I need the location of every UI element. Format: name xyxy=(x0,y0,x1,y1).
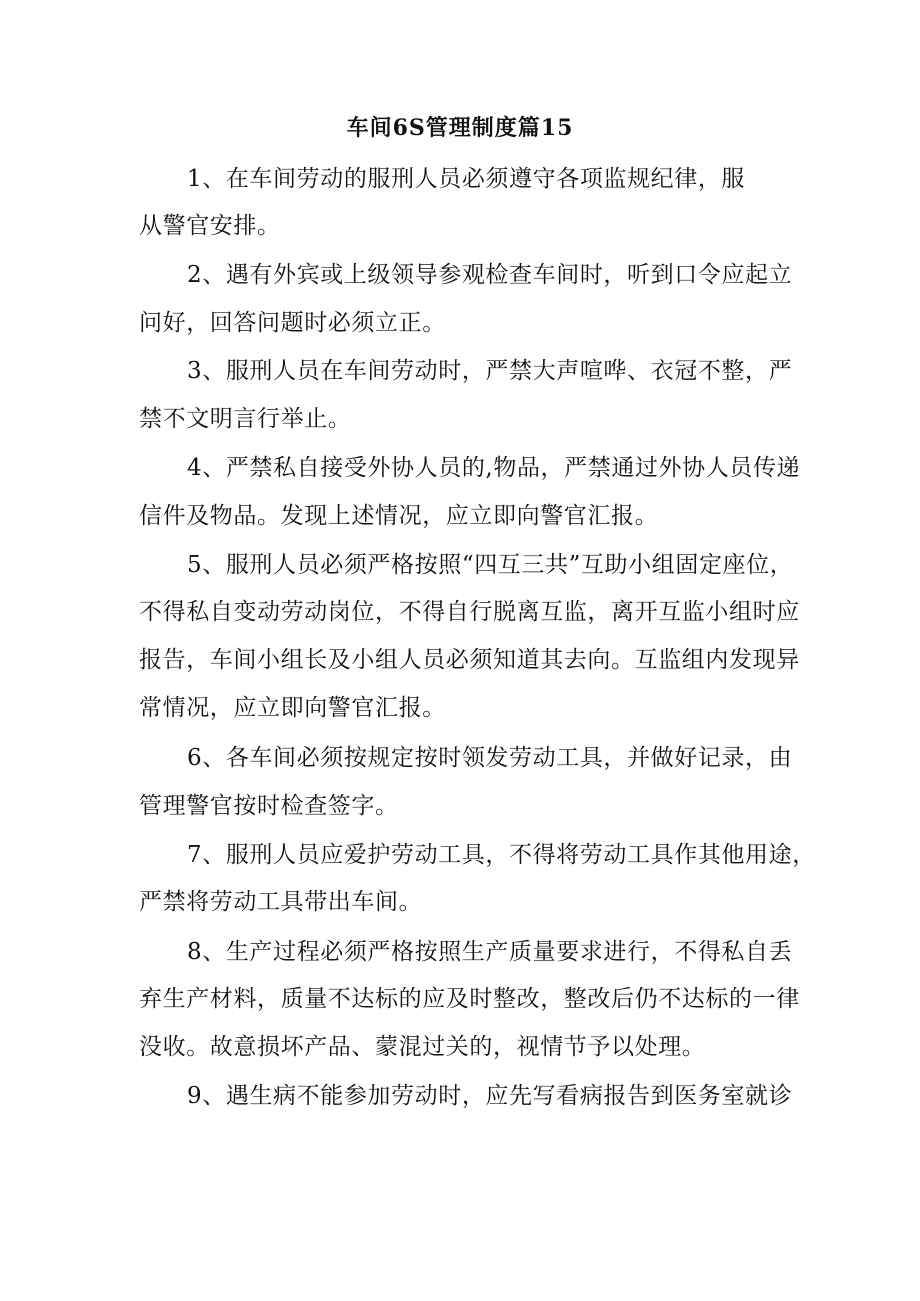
paragraph-4-line-2: 信件及物品。发现上述情况，应立即向警官汇报。 xyxy=(139,503,659,529)
paragraph-7-line-1: 7、服刑人员应爱护劳动工具，不得将劳动工具作其他用途， xyxy=(187,842,816,868)
paragraph-8-line-1: 8、生产过程必须严格按照生产质量要求进行，不得私自丢 xyxy=(187,939,793,965)
paragraph-1-line-2: 从警官安排。 xyxy=(139,213,281,239)
paragraph-6-line-2: 管理警官按时检查签字。 xyxy=(139,793,399,819)
paragraph-6-line-1: 6、各车间必须按规定按时领发劳动工具，并做好记录，由 xyxy=(187,745,793,771)
paragraph-4-line-1: 4、严禁私自接受外协人员的,物品，严禁通过外协人员传递 xyxy=(187,455,801,481)
paragraph-8-line-3: 没收。故意损坏产品、蒙混过关的，视情节予以处理。 xyxy=(139,1034,706,1060)
paragraph-5-line-1: 5、服刑人员必须严格按照“四互三共”互助小组固定座位， xyxy=(187,552,794,578)
paragraph-9-line-1: 9、遇生病不能参加劳动时，应先写看病报告到医务室就诊 xyxy=(187,1083,793,1109)
paragraph-3-line-1: 3、服刑人员在车间劳动时，严禁大声喧哗、衣冠不整，严 xyxy=(187,358,793,384)
paragraph-3-line-2: 禁不文明言行举止。 xyxy=(139,406,352,432)
paragraph-7-line-2: 严禁将劳动工具带出车间。 xyxy=(139,889,423,915)
document-title: 车间6S管理制度篇15 xyxy=(346,115,574,141)
paragraph-1-line-1: 1、在车间劳动的服刑人员必须遵守各项监规纪律，服 xyxy=(187,166,746,192)
paragraph-2-line-1: 2、遇有外宾或上级领导参观检查车间时，听到口令应起立 xyxy=(187,262,793,288)
paragraph-5-line-4: 常情况，应立即向警官汇报。 xyxy=(139,695,446,721)
paragraph-5-line-2: 不得私自变动劳动岗位，不得自行脱离互监，离开互监小组时应 xyxy=(139,599,800,625)
paragraph-8-line-2: 弃生产材料，质量不达标的应及时整改，整改后仍不达标的一律 xyxy=(139,986,800,1012)
paragraph-5-line-3: 报告，车间小组长及小组人员必须知道其去向。互监组内发现异 xyxy=(139,647,800,673)
paragraph-2-line-2: 问好，回答问题时必须立正。 xyxy=(139,310,446,336)
